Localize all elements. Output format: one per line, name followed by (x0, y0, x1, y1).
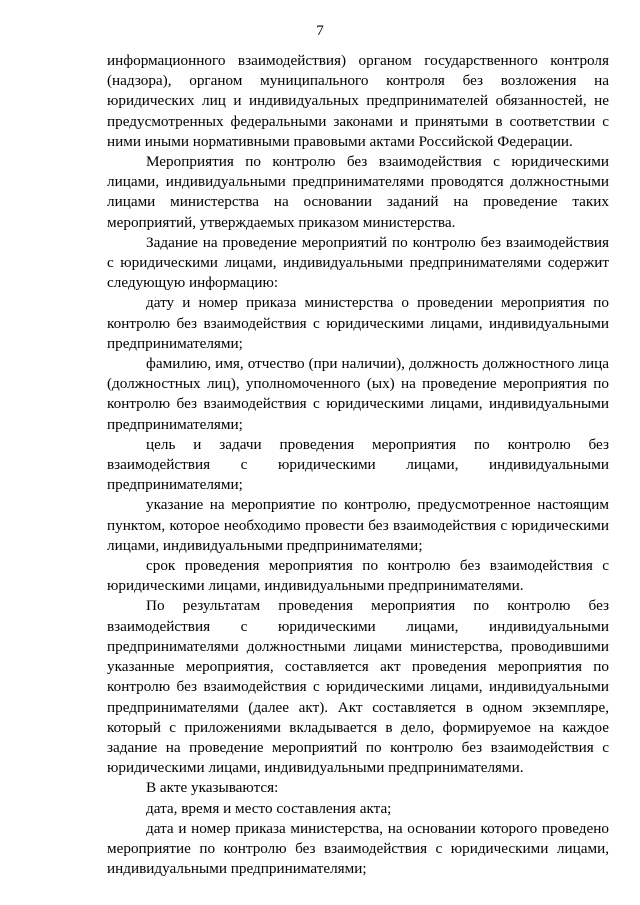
list-item: дата и номер приказа министерства, на основании которого проведено мероприятие по контролю без взаимодействия с юридическими лицами, индивидуальными предпринимателями; (107, 819, 609, 878)
paragraph: В акте указываются: (146, 779, 279, 797)
page-number: 7 (316, 23, 324, 39)
list-item: дату и номер приказа министерства о проведении мероприятия по контролю без взаимодействия с юридическими лицами, индивидуальными предпринимателями; (107, 294, 609, 352)
paragraph: По результатам проведения мероприятия по контролю без взаимодействия с юридическими лицами, индивидуальными предпринимателями должностными лицами министерства, проводившими указанные мероприятия, составляется акт проведения мероприятия по контролю без взаимодействия с юридическими лицами, индивидуальными предпринимателями (далее акт). Акт составляется в одном экземпляре, который с приложениями вкладывается в дело, формируемое на каждое задание на проведение мероприятий по контролю без взаимодействия с юридическими лицами, индивидуальными предпринимателями. (107, 597, 609, 777)
list-item: указание на мероприятие по контролю, предусмотренное настоящим пунктом, которое необходимо провести без взаимодействия с юридическими лицами, индивидуальными предпринимателями; (107, 496, 609, 554)
paragraph: Мероприятия по контролю без взаимодействия с юридическими лицами, индивидуальными предпринимателями проводятся должностными лицами министерства на основании заданий на проведение таких мероприятий, утверждаемых приказом министерства. (107, 153, 609, 231)
paragraph: Задание на проведение мероприятий по контролю без взаимодействия с юридическими лицами, индивидуальными предпринимателями содержит следующую информацию: (107, 233, 609, 292)
paragraph: информационного взаимодействия) органом государственного контроля (надзора), органом муниципального контроля без возложения на юридических лиц и индивидуальных предпринимателей обязанностей, не предусмотренных федеральными законами и принятыми в соответствии с ними иными нормативными правовыми актами Российской Федерации. (107, 52, 609, 150)
list-item: срок проведения мероприятия по контролю без взаимодействия с юридическими лицами, индивидуальными предпринимателями. (107, 557, 609, 595)
list-item: дата, время и место составления акта; (146, 799, 392, 817)
list-item: фамилию, имя, отчество (при наличии), должность должностного лица (должностных лиц), уполномоченного (ых) на проведение мероприятия по контролю без взаимодействия с юридическими лицами, индивидуальными предпринимателями; (107, 355, 609, 433)
list-item: цель и задачи проведения мероприятия по контролю без взаимодействия с юридическими лицами, индивидуальными предпринимателями; (107, 435, 609, 494)
document-body (107, 51, 609, 879)
